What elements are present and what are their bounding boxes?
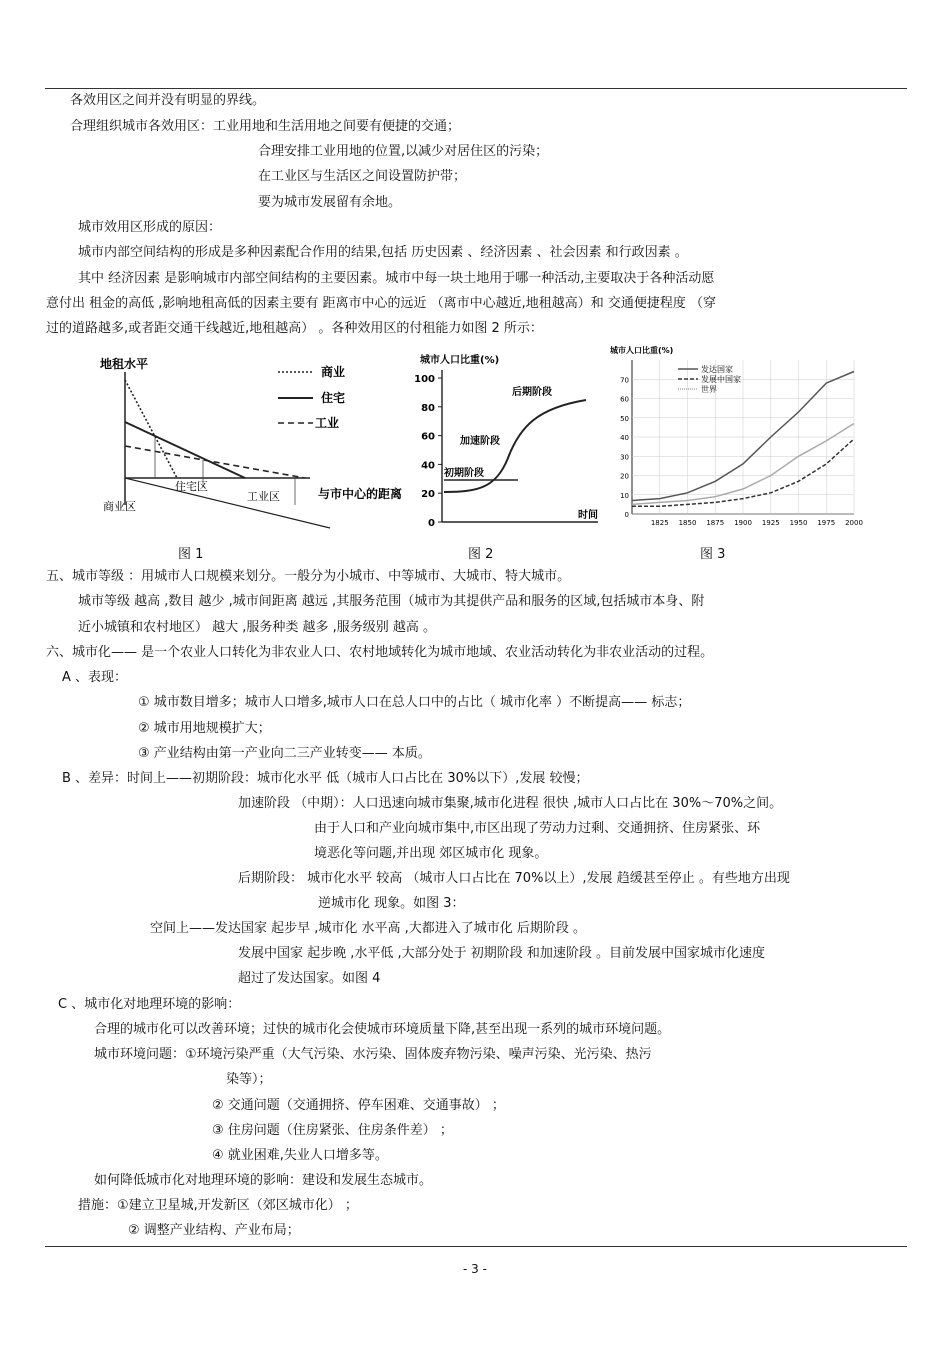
text-line: 要为城市发展留有余地。 bbox=[258, 195, 402, 210]
fig3-xtick-label: 1850 bbox=[678, 519, 697, 527]
text-line: 后期阶段： 城市化水平 较高 （城市人口占比在 70%以上）,发展 趋缓甚至停止 。有些地方出现 bbox=[238, 871, 790, 886]
fig3-caption: 图 3 bbox=[700, 547, 726, 562]
fig3-xtick-label: 1825 bbox=[650, 519, 669, 527]
fig1-base-slope bbox=[125, 478, 330, 528]
text-line: C 、城市化对地理环境的影响： bbox=[58, 997, 241, 1012]
fig3-xtick-label: 2000 bbox=[845, 519, 863, 527]
fig2-ytick-label: 100 bbox=[414, 374, 435, 385]
fig2-stage-accelerating: 加速阶段 bbox=[460, 436, 500, 447]
fig2-xlabel: 时间 bbox=[578, 510, 598, 521]
fig3-xtick-label: 1925 bbox=[761, 519, 780, 527]
text-line: ② 交通问题（交通拥挤、停车困难、交通事故） ； bbox=[212, 1098, 505, 1113]
text-line: 过的道路越多,或者距交通干线越近,地租越高） 。各种效用区的付租能力如图 2 所示： bbox=[46, 321, 543, 336]
text-line: 合理的城市化可以改善环境；过快的城市化会使城市环境质量下降,甚至出现一系列的城市环境问题。 bbox=[94, 1022, 671, 1037]
text-line: A 、表现： bbox=[62, 670, 128, 685]
fig3-legend-developed: 发达国家 bbox=[701, 365, 733, 374]
fig3-ytick-label: 0 bbox=[624, 511, 629, 519]
fig2-caption: 图 2 bbox=[468, 547, 494, 562]
figure-1-bid-rent bbox=[95, 350, 415, 540]
text-line: 合理组织城市各效用区：工业用地和生活用地之间要有便捷的交通； bbox=[70, 119, 461, 134]
text-line: 由于人口和产业向城市集中,市区出现了劳动力过剩、交通拥挤、住房紧张、环 bbox=[314, 821, 761, 836]
text-line: 在工业区与生活区之间设置防护带； bbox=[258, 169, 467, 184]
text-line: 近小城镇和农村地区） 越大 ,服务种类 越多 ,服务级别 越高 。 bbox=[78, 620, 437, 635]
fig1-zone-residential: 住宅区 bbox=[175, 480, 208, 493]
fig1-zone-commercial: 商业区 bbox=[103, 500, 136, 513]
fig2-ytick-label: 80 bbox=[421, 402, 435, 414]
text-line: 逆城市化 现象。如图 3： bbox=[318, 896, 465, 911]
text-line: ④ 就业困难,失业人口增多等。 bbox=[212, 1148, 388, 1163]
fig3-ytick-label: 20 bbox=[620, 472, 629, 481]
fig1-residential-line bbox=[125, 422, 245, 478]
page-number: - 3 - bbox=[463, 1262, 487, 1276]
fig2-ytick-label: 40 bbox=[421, 460, 435, 472]
fig3-ytick-label: 70 bbox=[620, 376, 629, 385]
fig3-legend-world: 世界 bbox=[701, 385, 717, 394]
text-line: ③ 住房问题（住房紧张、住房条件差） ； bbox=[212, 1123, 453, 1138]
fig3-xtick-label: 1975 bbox=[817, 519, 836, 527]
fig2-ytick-label: 0 bbox=[428, 518, 435, 529]
fig1-zone-industrial: 工业区 bbox=[247, 490, 280, 503]
fig3-ytick-label: 10 bbox=[620, 491, 629, 500]
text-line: 超过了发达国家。如图 4 bbox=[238, 971, 381, 986]
text-line: 空间上——发达国家 起步早 ,城市化 水平高 ,大都进入了城市化 后期阶段 。 bbox=[150, 921, 587, 936]
fig3-ytick-label: 60 bbox=[620, 395, 629, 404]
bottom-rule bbox=[45, 1246, 907, 1247]
text-line: 境恶化等问题,并出现 郊区城市化 现象。 bbox=[314, 846, 548, 861]
text-line: ② 城市用地规模扩大； bbox=[138, 721, 271, 736]
fig3-ylabel: 城市人口比重(%) bbox=[610, 346, 674, 355]
fig3-ytick-label: 50 bbox=[620, 414, 629, 423]
text-line: 城市内部空间结构的形成是多种因素配合作用的结果,包括 历史因素 、经济因素 、社会因素 和行政因素 。 bbox=[78, 245, 688, 260]
figure-2-urbanization-stages bbox=[414, 350, 610, 529]
text-line: 城市等级 越高 ,数目 越少 ,城市间距离 越远 ,其服务范围（城市为其提供产品和服务的区域,包括城市本身、附 bbox=[78, 594, 705, 609]
text-line: 城市效用区形成的原因： bbox=[78, 220, 222, 235]
fig1-legend-commercial: 商业 bbox=[321, 365, 346, 379]
text-line: ① 城市数目增多；城市人口增多,城市人口在总人口中的占比（ 城市化率 ）不断提高—— 标志； bbox=[138, 695, 691, 710]
text-line: 六、城市化—— 是一个农业人口转化为非农业人口、农村地域转化为城市地域、农业活动转化为非农业活动的过程。 bbox=[46, 645, 714, 660]
fig3-ytick-label: 40 bbox=[620, 434, 629, 442]
text-line: 加速阶段 （中期）：人口迅速向城市集聚,城市化进程 很快 ,城市人口占比在 30%～70%之间。 bbox=[238, 796, 783, 811]
fig3-xtick-label: 1950 bbox=[789, 519, 808, 527]
text-line: ③ 产业结构由第一产业向二三产业转变—— 本质。 bbox=[138, 746, 431, 761]
fig2-stage-initial: 初期阶段 bbox=[444, 468, 484, 479]
text-line: ② 调整产业结构、产业布局； bbox=[128, 1223, 300, 1238]
text-line: 措施：①建立卫星城,开发新区（郊区城市化） ； bbox=[78, 1198, 358, 1213]
fig3-legend-developing: 发展中国家 bbox=[701, 375, 741, 384]
text-line: 各效用区之间并没有明显的界线。 bbox=[70, 93, 266, 108]
fig2-ytick-label: 20 bbox=[421, 489, 435, 501]
fig1-ylabel: 地租水平 bbox=[100, 357, 149, 371]
fig3-xtick-label: 1875 bbox=[706, 519, 725, 527]
text-line: 城市环境问题：①环境污染严重（大气污染、水污染、固体废弃物污染、噪声污染、光污染、热污 bbox=[94, 1047, 652, 1062]
text-line: 染等）； bbox=[226, 1072, 272, 1087]
fig1-legend-residential: 住宅 bbox=[321, 391, 346, 405]
fig1-xlabel: 与市中心的距离 bbox=[318, 487, 403, 501]
text-line: 意付出 租金的高低 ,影响地租高低的因素主要有 距离市中心的远近 （离市中心越近,地租越高）和 交通便捷程度 （穿 bbox=[46, 296, 717, 311]
figure-3-urbanization-trends bbox=[606, 342, 863, 534]
fig3-ytick-label: 30 bbox=[620, 453, 629, 462]
fig1-commercial-line bbox=[125, 380, 177, 478]
fig2-stage-late: 后期阶段 bbox=[512, 387, 552, 398]
text-line: 其中 经济因素 是影响城市内部空间结构的主要因素。城市中每一块土地用于哪一种活动,主要取决于各种活动愿 bbox=[78, 271, 715, 286]
top-rule bbox=[45, 88, 907, 89]
fig1-industrial-line bbox=[125, 446, 305, 478]
fig1-caption: 图 1 bbox=[178, 547, 204, 562]
fig2-ylabel: 城市人口比重(%) bbox=[420, 355, 500, 366]
text-line: 如何降低城市化对地理环境的影响：建设和发展生态城市。 bbox=[94, 1173, 433, 1188]
fig3-xtick-label: 1900 bbox=[734, 519, 752, 527]
fig2-ytick-label: 60 bbox=[421, 431, 435, 443]
fig1-legend-industrial: 工业 bbox=[315, 416, 340, 430]
text-line: 五、城市等级 ：用城市人口规模来划分。一般分为小城市、中等城市、大城市、特大城市。 bbox=[46, 569, 571, 584]
text-line: 合理安排工业用地的位置,以减少对居住区的污染； bbox=[258, 144, 549, 159]
text-line: B 、差异：时间上——初期阶段：城市化水平 低（城市人口占比在 30%以下）,发展 较慢； bbox=[62, 771, 589, 786]
text-line: 发展中国家 起步晚 ,水平低 ,大部分处于 初期阶段 和加速阶段 。目前发展中国家城市化速度 bbox=[238, 946, 766, 961]
